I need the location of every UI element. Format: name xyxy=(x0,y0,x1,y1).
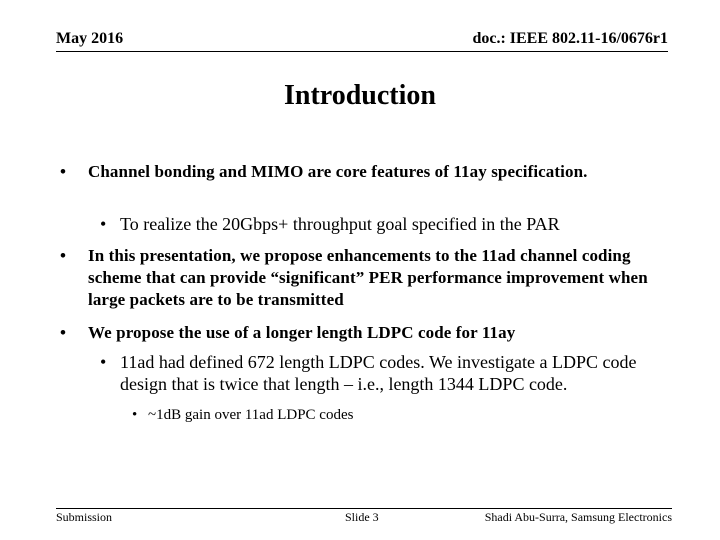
footer-slide-number: Slide 3 xyxy=(345,510,379,524)
bullet-text: 11ad had defined 672 length LDPC codes. We investigate a LDPC code design that is twice that length – i.e., length 1344 LDPC code. xyxy=(120,352,637,394)
bullet-text: In this presentation, we propose enhancements to the 11ad channel coding scheme that can provide “significant” PER performance improvement when large packets are to be transmitted xyxy=(88,246,648,309)
footer-submission: Submission xyxy=(56,510,113,524)
bullet-dot: • xyxy=(132,407,138,423)
bullet-text: We propose the use of a longer length LDPC code for 11ay xyxy=(88,323,516,342)
bullet-text: Channel bonding and MIMO are core features of 11ay specification. xyxy=(88,162,588,181)
bullet-dot: • xyxy=(100,214,107,234)
bullet-enhancements xyxy=(60,245,688,311)
bullet-longer-ldpc xyxy=(60,322,688,344)
bullet-channel-bonding xyxy=(60,161,688,183)
sub-bullet-1344-ldpc xyxy=(100,351,680,395)
footer-author: Shadi Abu-Surra, Samsung Electronics xyxy=(484,510,672,524)
footer-divider xyxy=(56,508,672,509)
bullet-dot: • xyxy=(60,162,67,181)
sub-bullet-throughput-goal xyxy=(100,213,680,235)
bullet-dot: • xyxy=(100,352,107,372)
header-divider xyxy=(56,51,668,52)
slide-title: Introduction xyxy=(284,80,436,111)
header-doc-id: doc.: IEEE 802.11-16/0676r1 xyxy=(472,30,668,47)
bullet-dot: • xyxy=(60,323,67,342)
header-date: May 2016 xyxy=(56,30,124,47)
bullet-text: ~1dB gain over 11ad LDPC codes xyxy=(148,407,354,423)
sub-sub-bullet-gain xyxy=(132,404,668,426)
bullet-text: To realize the 20Gbps+ throughput goal specified in the PAR xyxy=(120,214,560,234)
bullet-dot: • xyxy=(60,246,67,265)
